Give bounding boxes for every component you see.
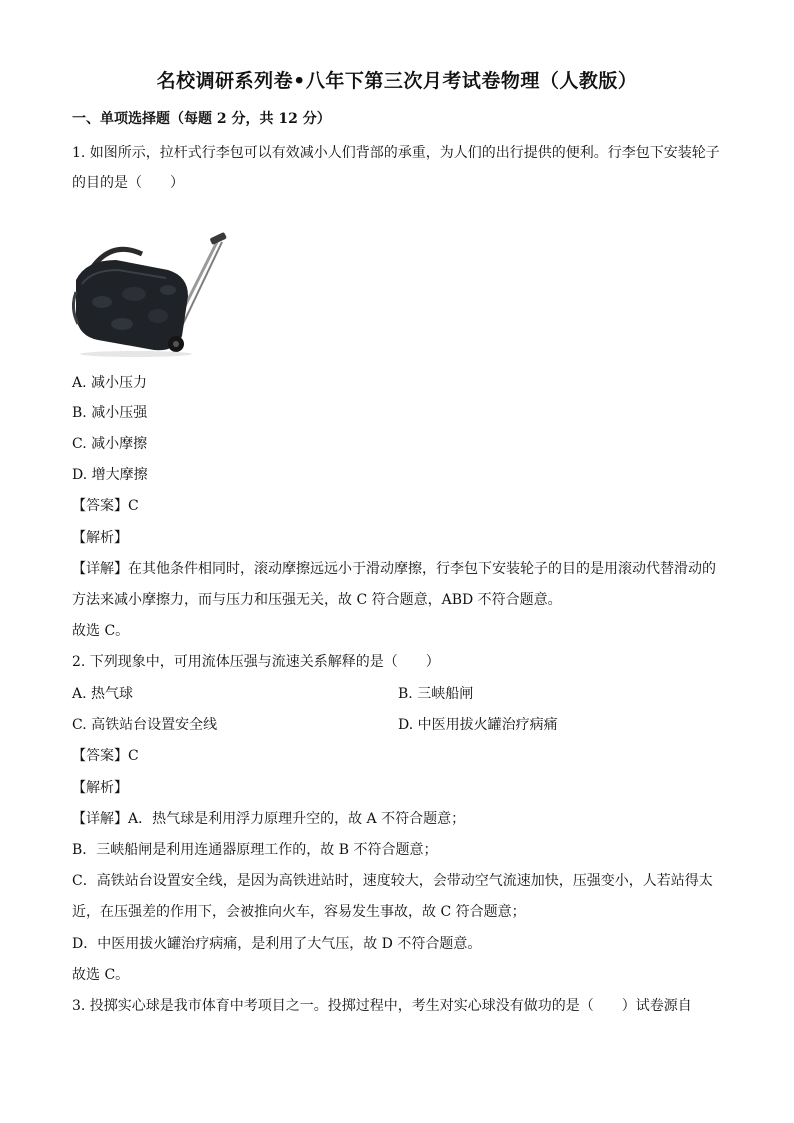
q2-option-a: A. 热气球 <box>72 686 134 702</box>
q2-detail-a: 【详解】A．热气球是利用浮力原理升空的，故 A 不符合题意； <box>72 811 466 827</box>
q2-analysis: 【解析】 <box>72 780 128 796</box>
q1-answer: 【答案】C <box>72 498 139 514</box>
q2-answer: 【答案】C <box>72 748 139 764</box>
q1-analysis: 【解析】 <box>72 530 128 546</box>
q2-detail-d: D．中医用拔火罐治疗病痛，是利用了大气压，故 D 不符合题意。 <box>72 936 482 952</box>
q2-option-d: D. 中医用拔火罐治疗病痛 <box>398 717 558 733</box>
section-heading: 一、单项选择题（每题 2 分，共 12 分） <box>72 111 331 127</box>
q2-option-c: C. 高铁站台设置安全线 <box>72 717 218 733</box>
q3-stem: 3. 投掷实心球是我市体育中考项目之一。投掷过程中，考生对实心球没有做功的是（ ）试卷源自 <box>72 998 692 1014</box>
q1-option-a: A. 减小压力 <box>72 375 148 391</box>
q2-option-b: B. 三峡船闸 <box>398 686 474 702</box>
q1-option-b: B. 减小压强 <box>72 405 148 421</box>
q2-stem: 2. 下列现象中，可用流体压强与流速关系解释的是（ ） <box>72 654 440 670</box>
q1-conclusion: 故选 C。 <box>72 623 130 639</box>
q1-stem-line1: 1. 如图所示，拉杆式行李包可以有效减小人们背部的承重，为人们的出行提供的便利。行李包下安装轮子 <box>72 145 720 161</box>
q1-option-c: C. 减小摩擦 <box>72 436 148 452</box>
q2-detail-c-line1: C．高铁站台设置安全线，是因为高铁进站时，速度较大，会带动空气流速加快，压强变小，人若站得太 <box>72 873 713 889</box>
q1-option-d: D. 增大摩擦 <box>72 467 148 483</box>
page-title: 名校调研系列卷•八年下第三次月考试卷物理（人教版） <box>156 70 638 92</box>
q1-detail-line2: 方法来减小摩擦力，而与压力和压强无关，故 C 符合题意，ABD 不符合题意。 <box>72 592 562 608</box>
q2-conclusion: 故选 C。 <box>72 967 130 983</box>
q1-stem-line2: 的目的是（ ） <box>72 175 184 191</box>
q1-detail-line1: 【详解】在其他条件相同时，滚动摩擦远远小于滑动摩擦，行李包下安装轮子的目的是用滚动代替滑动的 <box>72 561 716 577</box>
q2-detail-c-line2: 近，在压强差的作用下，会被推向火车，容易发生事故，故 C 符合题意； <box>72 904 526 920</box>
q2-detail-b: B．三峡船闸是利用连通器原理工作的，故 B 不符合题意； <box>72 842 438 858</box>
trolley-bag-photo-icon <box>72 232 228 358</box>
